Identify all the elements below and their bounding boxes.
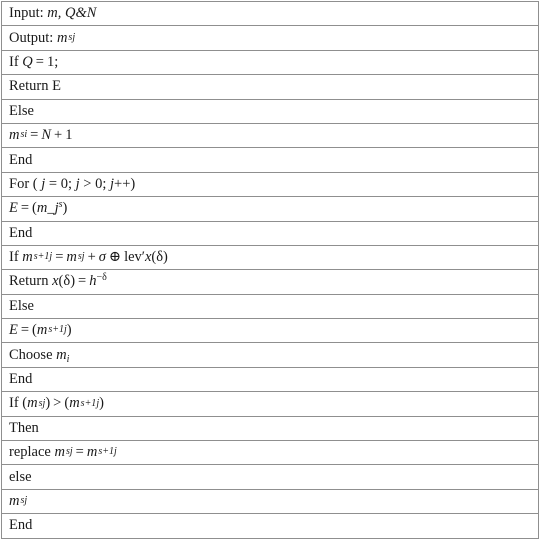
table-row xyxy=(2,50,539,74)
row-e-assign: $E = (m\_j^s)$ xyxy=(2,197,539,221)
sym-m: m xyxy=(56,29,68,46)
row-end: End xyxy=(2,148,539,172)
table-row xyxy=(2,367,539,391)
row-else-lower: else xyxy=(2,465,539,489)
table-row xyxy=(2,392,539,416)
table-row xyxy=(2,197,539,221)
row-end: End xyxy=(2,367,539,391)
row-e-assign-next: E = (ms+1j) xyxy=(2,319,539,343)
table-row xyxy=(2,148,539,172)
row-if-compare: If (msj) > (ms+1j) xyxy=(2,392,539,416)
row-end: End xyxy=(2,514,539,538)
output-label: Output: xyxy=(9,29,54,46)
table-row xyxy=(2,221,539,245)
table-row xyxy=(2,2,539,26)
input-label: Input: xyxy=(9,5,44,22)
table-row xyxy=(2,245,539,269)
table-row xyxy=(2,172,539,196)
table-row xyxy=(2,26,539,50)
row-return-e: Return E xyxy=(2,75,539,99)
algorithm-table xyxy=(1,1,539,539)
row-if-update: If ms+1j = msj + σ ⊕ lev′x(δ) xyxy=(2,245,539,269)
row-end: End xyxy=(2,221,539,245)
sub-sup: sj xyxy=(68,31,76,43)
row-input xyxy=(2,2,539,26)
row-return-x: Return $x(\delta) = h^{-\delta}$ xyxy=(2,270,539,294)
table-row xyxy=(2,514,539,538)
table-row xyxy=(2,123,539,147)
input-vars: m, Q&N xyxy=(47,5,97,22)
table-row xyxy=(2,465,539,489)
row-else: Else xyxy=(2,99,539,123)
table-row xyxy=(2,441,539,465)
row-assign-mi: msi = N + 1 xyxy=(2,123,539,147)
row-output xyxy=(2,26,539,50)
table-row xyxy=(2,99,539,123)
table-row xyxy=(2,270,539,294)
row-choose: Choose $m_i$ xyxy=(2,343,539,367)
table-row xyxy=(2,489,539,513)
row-for: For ( j = 0; j > 0; j++) xyxy=(2,172,539,196)
table-row xyxy=(2,319,539,343)
table-row xyxy=(2,75,539,99)
row-then: Then xyxy=(2,416,539,440)
row-mjs: msj xyxy=(2,489,539,513)
table-row xyxy=(2,416,539,440)
row-replace: replace msj = ms+1j xyxy=(2,441,539,465)
table-row xyxy=(2,343,539,367)
row-else: Else xyxy=(2,294,539,318)
row-if-q: If Q = 1; xyxy=(2,50,539,74)
table-row xyxy=(2,294,539,318)
